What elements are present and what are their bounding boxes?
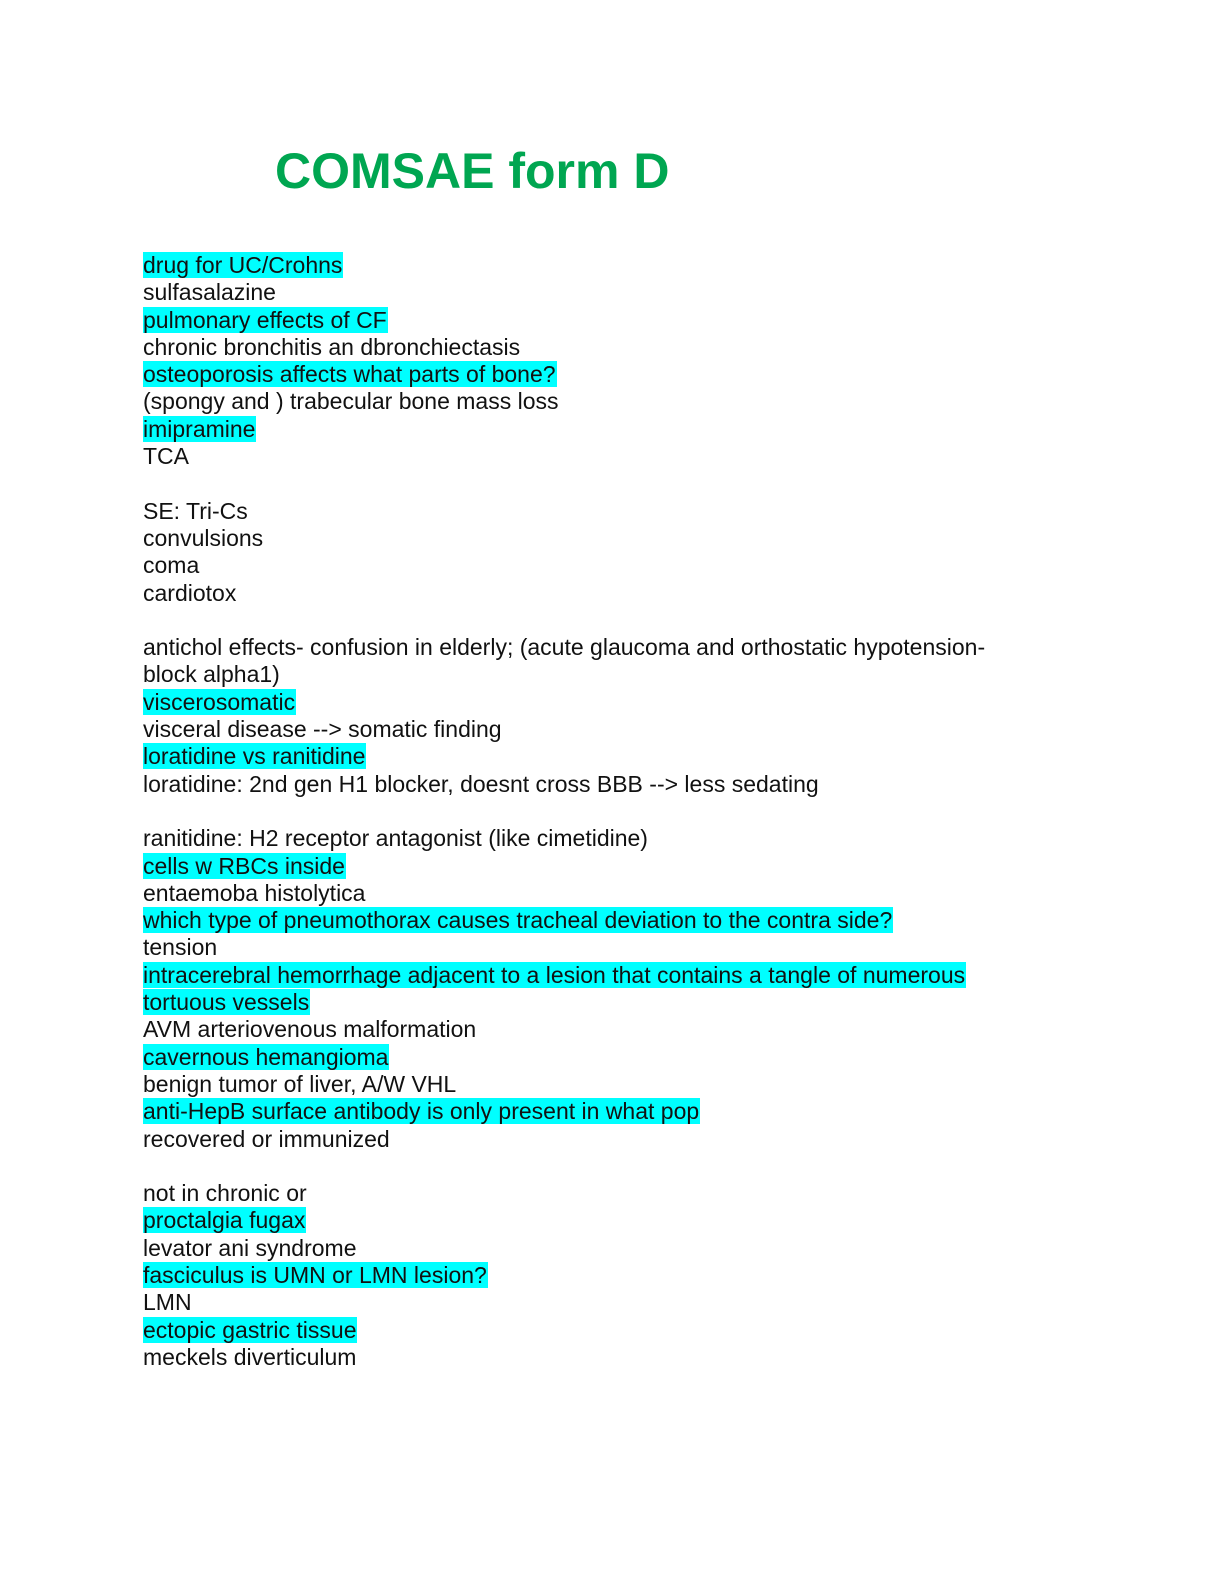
highlighted-text: tortuous vessels: [143, 989, 310, 1016]
line-text: convulsions: [143, 524, 264, 551]
line-text: entaemoba histolytica: [143, 879, 366, 906]
highlighted-text: cavernous hemangioma: [143, 1043, 389, 1070]
highlighted-text: drug for UC/Crohns: [143, 252, 343, 278]
answer-line: [143, 771, 1043, 798]
blank-line: [143, 1153, 1043, 1180]
blank-line: [143, 798, 1043, 825]
highlighted-text: loratidine vs ranitidine: [143, 743, 366, 770]
line-text: chronic bronchitis an dbronchiectasis: [143, 333, 521, 360]
answer-line: [143, 1126, 1043, 1153]
document-title: COMSAE form D: [275, 143, 670, 199]
line-text: cardiotox: [143, 579, 237, 606]
answer-line: [143, 525, 1043, 552]
line-text: loratidine: 2nd gen H1 blocker, doesnt cross BBB --> less sedating: [143, 770, 819, 797]
question-line: [143, 361, 1043, 388]
question-line: [143, 1207, 1043, 1234]
answer-line: [143, 552, 1043, 579]
line-text: not in chronic or: [143, 1180, 307, 1207]
question-line: [143, 689, 1043, 716]
line-text: antichol effects- confusion in elderly; (acute glaucoma and orthostatic hypotension-: [143, 634, 986, 661]
line-text: coma: [143, 552, 200, 579]
line-text: tension: [143, 934, 218, 961]
answer-line: [143, 880, 1043, 907]
line-text: visceral disease --> somatic finding: [143, 716, 502, 743]
answer-line: [143, 388, 1043, 415]
answer-line: [143, 1235, 1043, 1262]
highlighted-text: cells w RBCs inside: [143, 852, 345, 879]
answer-line: [143, 334, 1043, 361]
answer-line: [143, 1180, 1043, 1207]
question-line: [143, 1262, 1043, 1289]
question-line: [143, 252, 1043, 279]
highlighted-text: osteoporosis affects what parts of bone?: [143, 361, 556, 388]
document-body: [143, 252, 1043, 1371]
question-line: [143, 416, 1043, 443]
question-line: [143, 853, 1043, 880]
question-line: [143, 743, 1043, 770]
question-line: [143, 1044, 1043, 1071]
line-text: AVM arteriovenous malformation: [143, 1016, 477, 1043]
answer-line: [143, 716, 1043, 743]
question-line: [143, 962, 1043, 989]
highlighted-text: pulmonary effects of CF: [143, 306, 387, 333]
blank-line: [143, 470, 1043, 497]
question-line: [143, 989, 1043, 1016]
answer-line: [143, 279, 1043, 306]
highlighted-text: ectopic gastric tissue: [143, 1316, 357, 1343]
highlighted-text: viscerosomatic: [143, 688, 296, 715]
highlighted-text: imipramine: [143, 415, 256, 442]
answer-line: [143, 498, 1043, 525]
answer-line: [143, 1289, 1043, 1316]
highlighted-text: anti-HepB surface antibody is only present in what pop: [143, 1098, 700, 1125]
line-text: levator ani syndrome: [143, 1234, 357, 1261]
answer-line: [143, 1344, 1043, 1371]
highlighted-text: proctalgia fugax: [143, 1207, 306, 1234]
answer-line: [143, 825, 1043, 852]
line-text: (spongy and ) trabecular bone mass loss: [143, 388, 559, 415]
highlighted-text: fasciculus is UMN or LMN lesion?: [143, 1261, 487, 1288]
line-text: meckels diverticulum: [143, 1343, 357, 1370]
highlighted-text: intracerebral hemorrhage adjacent to a lesion that contains a tangle of numerous: [143, 961, 966, 988]
answer-line: [143, 634, 1043, 661]
line-text: benign tumor of liver, A/W VHL: [143, 1070, 457, 1097]
line-text: sulfasalazine: [143, 279, 276, 306]
answer-line: [143, 443, 1043, 470]
blank-line: [143, 607, 1043, 634]
answer-line: [143, 934, 1043, 961]
line-text: LMN: [143, 1289, 192, 1316]
answer-line: [143, 661, 1043, 688]
line-text: ranitidine: H2 receptor antagonist (like cimetidine): [143, 825, 648, 852]
question-line: [143, 1317, 1043, 1344]
question-line: [143, 1098, 1043, 1125]
highlighted-text: which type of pneumothorax causes tracheal deviation to the contra side?: [143, 907, 893, 934]
line-text: recovered or immunized: [143, 1125, 390, 1152]
answer-line: [143, 580, 1043, 607]
line-text: TCA: [143, 443, 189, 470]
answer-line: [143, 1016, 1043, 1043]
answer-line: [143, 1071, 1043, 1098]
question-line: [143, 907, 1043, 934]
line-text: block alpha1): [143, 661, 280, 688]
line-text: SE: Tri-Cs: [143, 497, 248, 524]
question-line: [143, 307, 1043, 334]
